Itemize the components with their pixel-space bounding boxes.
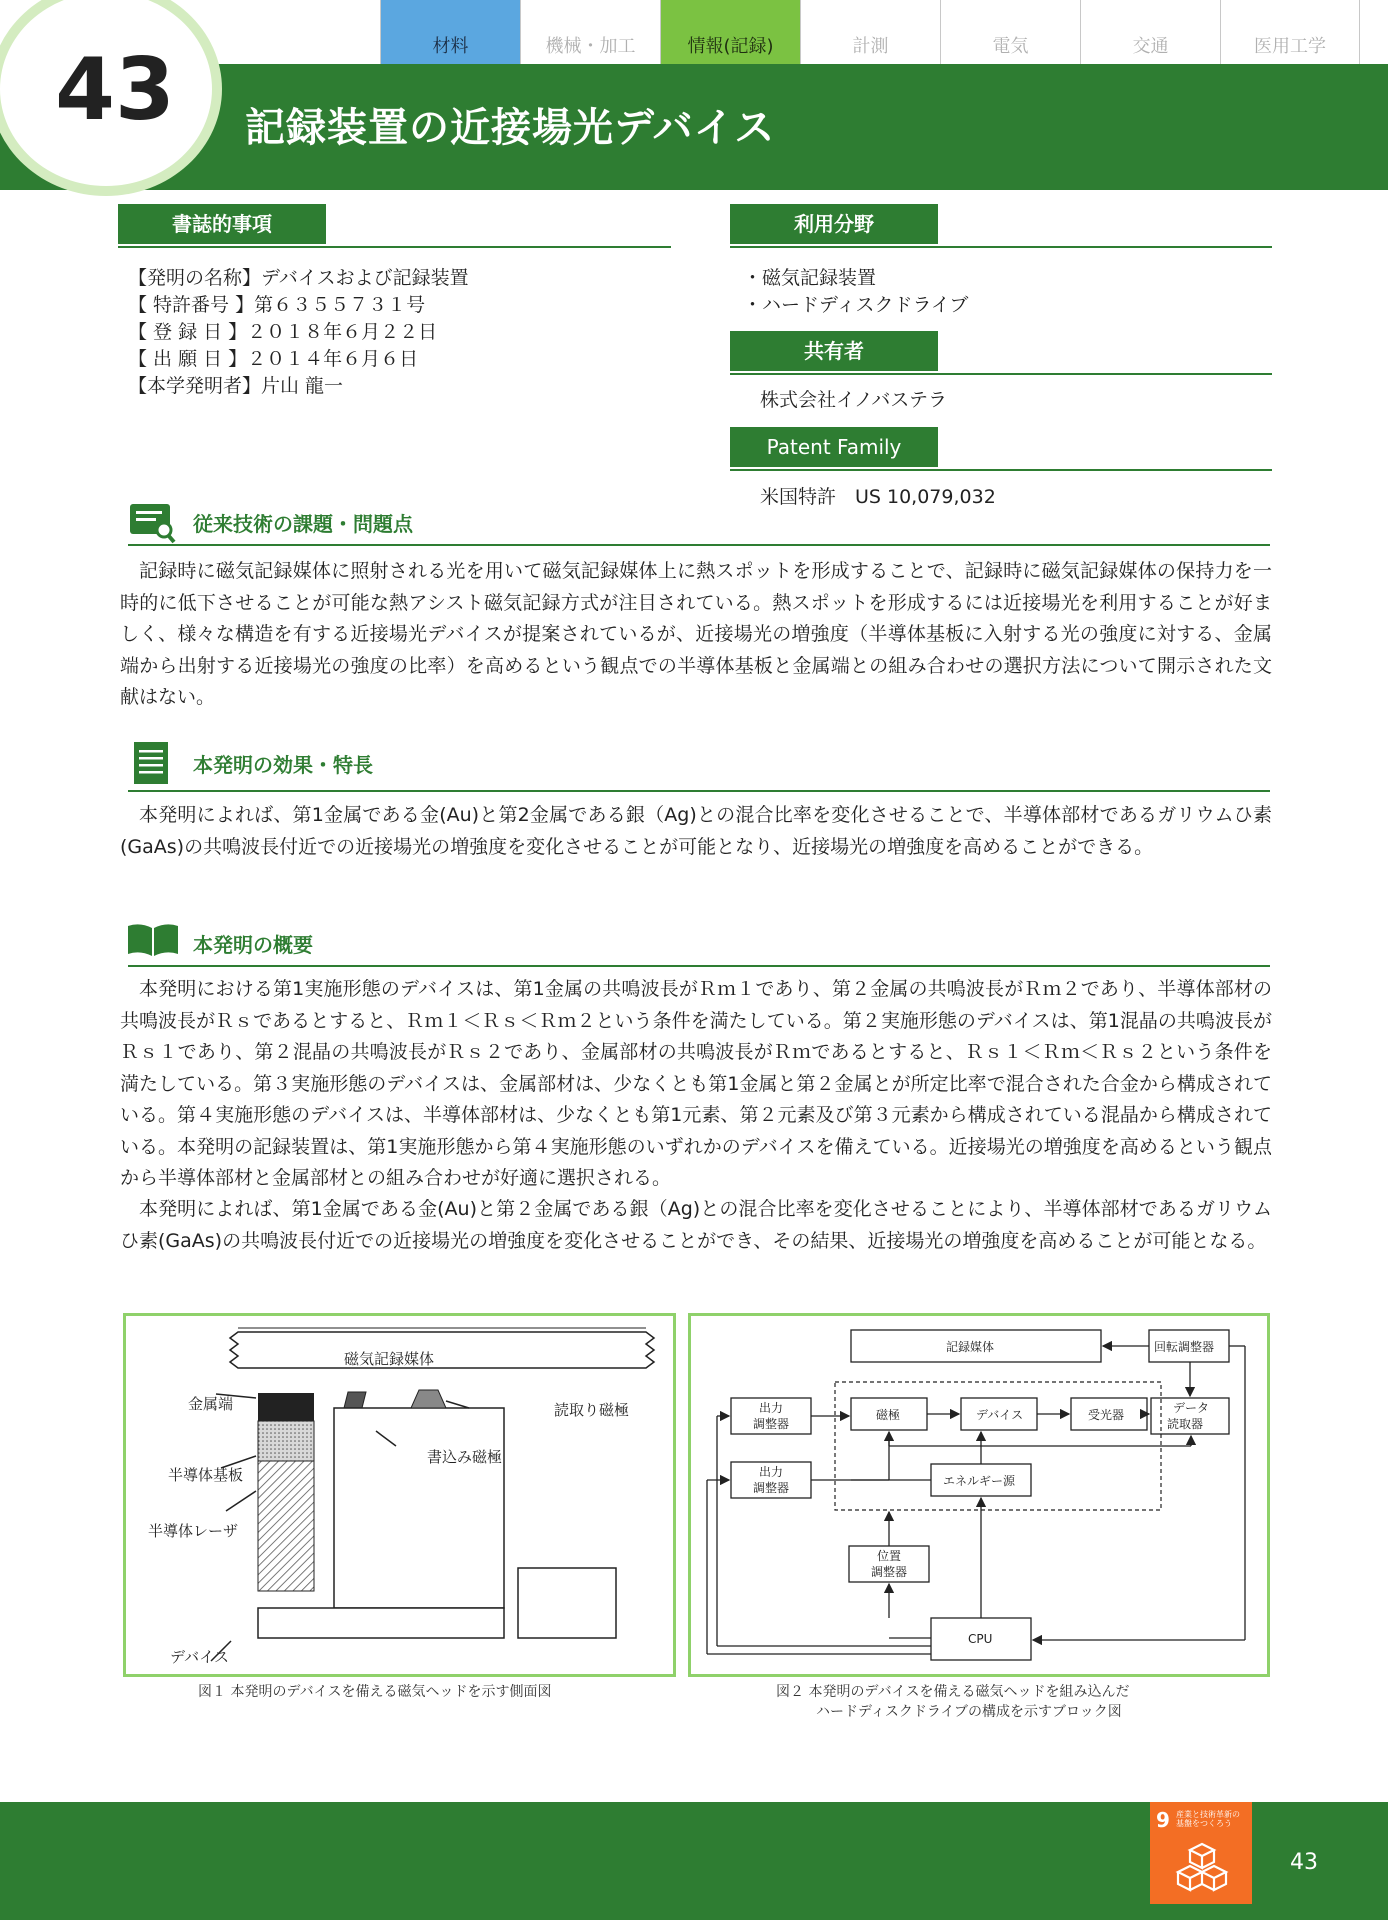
summary-underline <box>128 965 1270 967</box>
label-pole: 磁極 <box>876 1408 901 1422</box>
figure-1-caption: 図１ 本発明のデバイスを備える磁気ヘッドを示す側面図 <box>198 1684 552 1700</box>
label-device: デバイス <box>170 1648 229 1666</box>
family-text: 米国特許 US 10,079,032 <box>760 486 996 508</box>
page-header <box>0 0 1388 190</box>
figure-2-caption-1: 図２ 本発明のデバイスを備える磁気ヘッドを組み込んだ <box>776 1684 1130 1700</box>
tab-machining[interactable]: 機械・加工 <box>520 0 660 64</box>
label-output-adjuster-2a: 出力 <box>759 1465 784 1479</box>
tab-materials[interactable]: 材料 <box>380 0 520 64</box>
label-device: デバイス <box>976 1408 1024 1422</box>
tab-medical[interactable]: 医用工学 <box>1220 0 1360 64</box>
label-rotation-adjuster: 回転調整器 <box>1154 1340 1215 1354</box>
problem-title: 従来技術の課題・問題点 <box>193 512 413 536</box>
figure-1-drawing <box>126 1316 673 1674</box>
tab-traffic[interactable]: 交通 <box>1080 0 1220 64</box>
effect-underline <box>128 790 1270 792</box>
tab-information[interactable]: 情報(記録) <box>660 0 800 64</box>
document-icon <box>132 740 172 786</box>
label-receiver: 受光器 <box>1088 1408 1125 1422</box>
family-label: Patent Family <box>730 427 938 467</box>
owner-underline <box>730 373 1272 375</box>
field-item: ・ハードディスクドライブ <box>743 294 969 316</box>
sdg-number: 9 <box>1156 1808 1170 1832</box>
label-output-adjuster-1b: 調整器 <box>753 1417 790 1431</box>
figure-1 <box>123 1313 676 1677</box>
sdg-text-line-1: 産業と技術革新の <box>1176 1810 1240 1819</box>
field-list <box>743 265 968 319</box>
label-output-adjuster-1a: 出力 <box>759 1401 784 1415</box>
bib-line: 【 登 録 日 】２０１８年６月２２日 <box>128 321 438 343</box>
figure-2 <box>688 1313 1270 1677</box>
substrate-shape <box>258 1421 314 1461</box>
sdg-badge <box>1150 1802 1252 1904</box>
label-output-adjuster-2b: 調整器 <box>753 1481 790 1495</box>
label-reader-a: データ <box>1173 1401 1210 1415</box>
label-read-pole: 読取り磁極 <box>554 1401 630 1419</box>
category-tabs <box>380 0 1360 64</box>
bib-details <box>128 265 469 400</box>
sdg-text-line-2: 基盤をつくろう <box>1176 1819 1232 1828</box>
medium-shape <box>230 1332 654 1368</box>
bib-underline <box>118 246 671 248</box>
metal-end-shape <box>258 1393 314 1421</box>
tab-electric[interactable]: 電気 <box>940 0 1080 64</box>
label-metal-end: 金属端 <box>188 1395 234 1413</box>
label-substrate: 半導体基板 <box>168 1466 244 1484</box>
label-position-b: 調整器 <box>871 1565 908 1579</box>
sdg-text <box>1176 1810 1240 1828</box>
bib-line: 【 出 願 日 】２０１４年６月６日 <box>128 348 419 370</box>
field-label: 利用分野 <box>730 204 938 244</box>
summary-text-2: 本発明によれば、第1金属である金(Au)と第２金属である銀（Ag)との混合比率を変化させることにより、半導体部材であるガリウムひ素(GaAs)の共鳴波長付近での近接場光の増強度を変化させることができ、その結果、近接場光の増強度を高めることが可能となる。 <box>120 1198 1272 1252</box>
family-underline <box>730 469 1272 471</box>
write-pole-shape <box>334 1408 504 1608</box>
tab-measurement[interactable]: 計測 <box>800 0 940 64</box>
label-reader-b: 読取器 <box>1167 1417 1204 1431</box>
label-medium: 磁気記録媒体 <box>344 1350 435 1368</box>
label-cpu: CPU <box>968 1632 993 1646</box>
label-medium: 記録媒体 <box>946 1340 995 1354</box>
field-underline <box>730 246 1272 248</box>
owner-text: 株式会社イノバステラ <box>760 389 947 411</box>
label-write-pole: 書込み磁極 <box>427 1448 503 1466</box>
problem-text: 記録時に磁気記録媒体に照射される光を用いて磁気記録媒体上に熱スポットを形成することで、記録時に磁気記録媒体の保持力を一時的に低下させることが可能な熱アシスト磁気記録方式が注目されている。熱スポットを形成するには近接場光を利用することが好ましく、様々な構造を有する近接場光デバイスが提案されているが、近接場光の増強度（半導体基板に入射する光の強度に対する、金属端から出射する近接場光の強度の比率）を高めるという観点での半導体基板と金属端との組み合わせの選択方法について開示された文献はない。 <box>120 560 1272 708</box>
figure-2-caption-2: ハードディスクドライブの構成を示すブロック図 <box>816 1704 1122 1720</box>
page-number-badge: 43 <box>55 40 175 140</box>
bib-line: 【本学発明者】片山 龍一 <box>128 375 344 397</box>
summary-title: 本発明の概要 <box>193 933 313 957</box>
field-item: ・磁気記録装置 <box>743 267 877 289</box>
laser-shape <box>258 1461 314 1591</box>
bib-line: 【発明の名称】デバイスおよび記録装置 <box>128 267 469 289</box>
problem-underline <box>128 544 1270 546</box>
effect-text: 本発明によれば、第1金属である金(Au)と第2金属である銀（Ag)との混合比率を変化させることで、半導体部材であるガリウムひ素(GaAs)の共鳴波長付近での近接場光の増強度を変化させることが可能となり、近接場光の増強度を高めることができる。 <box>120 804 1272 858</box>
page-title: 記録装置の近接場光デバイス <box>245 105 776 151</box>
bib-line: 【 特許番号 】第６３５５７３１号 <box>128 294 426 316</box>
label-laser: 半導体レーザ <box>148 1522 239 1540</box>
effect-title: 本発明の効果・特長 <box>193 753 373 777</box>
open-book-icon <box>126 922 180 958</box>
magnifier-document-icon <box>128 502 176 544</box>
summary-text-1: 本発明における第1実施形態のデバイスは、第1金属の共鳴波長がＲｍ１であり、第２金属の共鳴波長がＲｍ２であり、半導体部材の共鳴波長がＲｓであるとすると、Ｒｍ１＜Ｒｓ＜Ｒｍ２という条件を満たしている。第２実施形態のデバイスは、第1混晶の共鳴波長がＲｓ１であり、第２混晶の共鳴波長がＲｓ２であり、金属部材の共鳴波長がＲｍであるとすると、Ｒｓ１＜Ｒｍ＜Ｒｓ２という条件を満たしている。第３実施形態のデバイスは、金属部材は、少なくとも第1金属と第２金属とが所定比率で混合された合金から構成されている。第４実施形態のデバイスは、半導体部材は、少なくとも第1元素、第２元素及び第３元素から構成されている混晶から構成されている。本発明の記録装置は、第1実施形態から第４実施形態のいずれかのデバイスを備えている。近接場光の増強度を高めるという観点から半導体部材と金属部材との組み合わせが好適に選択される。 <box>120 978 1272 1189</box>
owner-label: 共有者 <box>730 331 938 371</box>
cubes-icon <box>1174 1840 1230 1896</box>
footer-page-number: 43 <box>1290 1850 1318 1875</box>
bib-label: 書誌的事項 <box>118 204 326 244</box>
label-position-a: 位置 <box>877 1549 902 1563</box>
label-energy-source: エネルギー源 <box>943 1474 1016 1488</box>
